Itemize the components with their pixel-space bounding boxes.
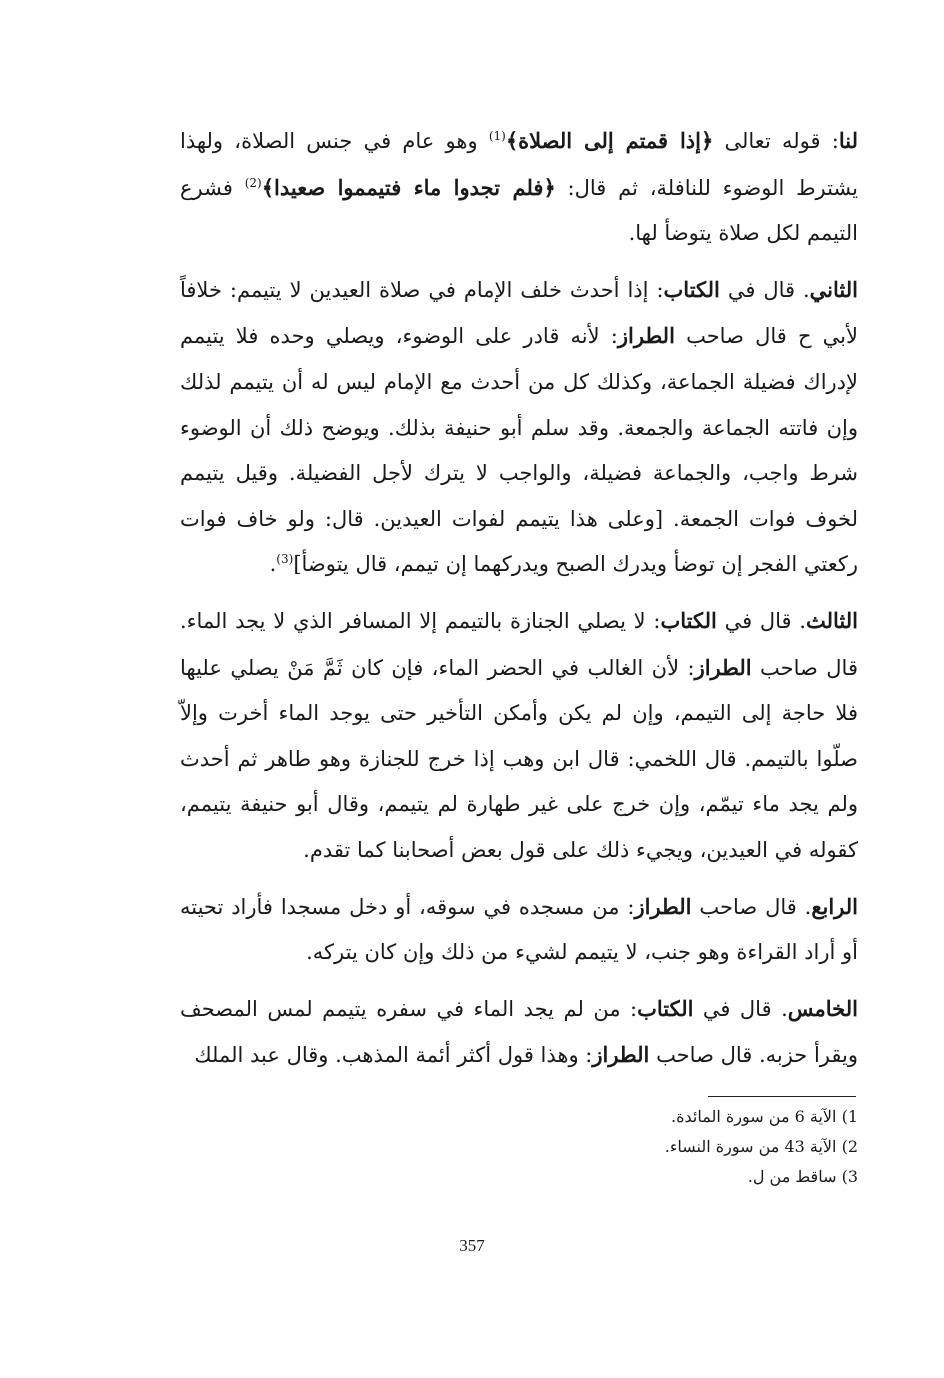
- page-number: 357: [459, 1236, 485, 1255]
- footnote-ref: (3): [276, 552, 294, 567]
- text-segment: وهو عام في جنس الصلاة، ولهذا يشترط الوضوء للنافلة، ثم قال:: [180, 129, 858, 200]
- paragraph-third: [180, 598, 858, 874]
- text-segment: فشرع التيمم لكل صلاة يتوضأ لها.: [180, 175, 858, 246]
- footnote-ref: (2): [244, 175, 262, 190]
- paragraph-lead: لنا: [838, 128, 858, 153]
- source-name: الطراز: [694, 654, 752, 680]
- source-name: الكتاب: [637, 995, 694, 1021]
- footnote-item: 1) الآية 6 من سورة المائدة.: [671, 1107, 858, 1126]
- paragraph-fifth: [180, 986, 858, 1079]
- paragraph-lana: [180, 118, 858, 257]
- text-segment: .: [269, 552, 277, 577]
- source-name: الكتاب: [663, 276, 720, 302]
- text-segment: : لا يصلي الجنازة بالتيمم إلا المسافر الذي لا يجد الماء. قال صاحب: [180, 608, 858, 680]
- source-name: الكتاب: [660, 607, 717, 633]
- paragraph-lead: الثاني: [809, 276, 858, 302]
- footnote-item: 2) الآية 43 من سورة النساء.: [664, 1137, 858, 1156]
- page-body: [180, 118, 858, 1089]
- text-segment: : قوله تعالى: [713, 129, 839, 153]
- source-name: الطراز: [592, 1042, 650, 1068]
- footnotes: [458, 1102, 858, 1192]
- footnote-item: 3) ساقط من ل.: [747, 1167, 858, 1186]
- quran-quote: ﴿إذا قمتم إلى الصلاة﴾: [505, 128, 714, 153]
- text-segment: : من مسجده في سوقه، أو دخل مسجدا فأراد تحيته أو أراد القراءة وهو جنب، لا يتيمم لشيء من ذلك وإن كان يتركه.: [180, 894, 858, 965]
- text-segment: : وهذا قول أكثر أئمة المذهب. وقال عبد الملك: [194, 1043, 593, 1068]
- text-segment: : إذا أحدث خلف الإمام في صلاة العيدين لا يتيمم: خلافاً لأبي ح قال صاحب: [180, 277, 858, 349]
- text-segment: . قال في: [716, 608, 806, 633]
- paragraph-fourth: [180, 884, 858, 976]
- footnote-divider: [708, 1096, 856, 1097]
- text-segment: : لأن الغالب في الحضر الماء، فإن كان ثَمَّ مَنْ يصلي عليها فلا حاجة إلى التيمم، وإن لم يكن وأمكن التأخير حتى يوجد الماء أخرت وإلاّ صلّوا بالتيمم. قال اللخمي: قال ابن وهب إذا خرج للجنازة وهو طاهر ثم أحدث ولم يجد ماء تيمّم، وإن خرج على غير طهارة لم يتيمم، وقال أبو حنيفة يتيمم، كقوله في العيدين، ويجيء ذلك على قول بعض أصحابنا كما تقدم.: [180, 655, 858, 862]
- text-segment: . قال في: [693, 996, 788, 1021]
- source-name: الطراز: [617, 323, 675, 349]
- paragraph-lead: الثالث: [805, 607, 858, 633]
- paragraph-lead: الرابع: [811, 893, 858, 919]
- quran-quote: ﴿فلم تجدوا ماء فتيمموا صعيدا﴾: [261, 174, 556, 200]
- paragraph-lead: الخامس: [787, 995, 858, 1021]
- text-segment: . قال صاحب: [691, 894, 812, 919]
- text-segment: : لأنه قادر على الوضوء، ويصلي وحده فلا يتيمم لإدراك فضيلة الجماعة، وكذلك كل من أحدث مع الإمام ليس له أن يتيمم لذلك وإن فاتته الجماعة والجمعة. وقد سلم أبو حنيفة بذلك. ويوضح ذلك أن الوضوء شرط واجب، والجماعة فضيلة، والواجب لا يترك لأجل الفضيلة. وقيل يتيمم لخوف فوات الجمعة. [وعلى هذا يتيمم لفوات العيدين. قال: ولو خاف فوات ركعتي الفجر إن توضأ ويدرك الصبح ويدركهما إن تيمم، قال يتوضأ]: [180, 324, 858, 577]
- source-name: الطراز: [634, 893, 692, 919]
- text-segment: . قال في: [719, 277, 810, 302]
- footnote-ref: (1): [488, 129, 506, 143]
- paragraph-second: [180, 267, 858, 588]
- text-segment: : من لم يجد الماء في سفره يتيمم لمس المصحف ويقرأ حزبه. قال صاحب: [180, 996, 858, 1068]
